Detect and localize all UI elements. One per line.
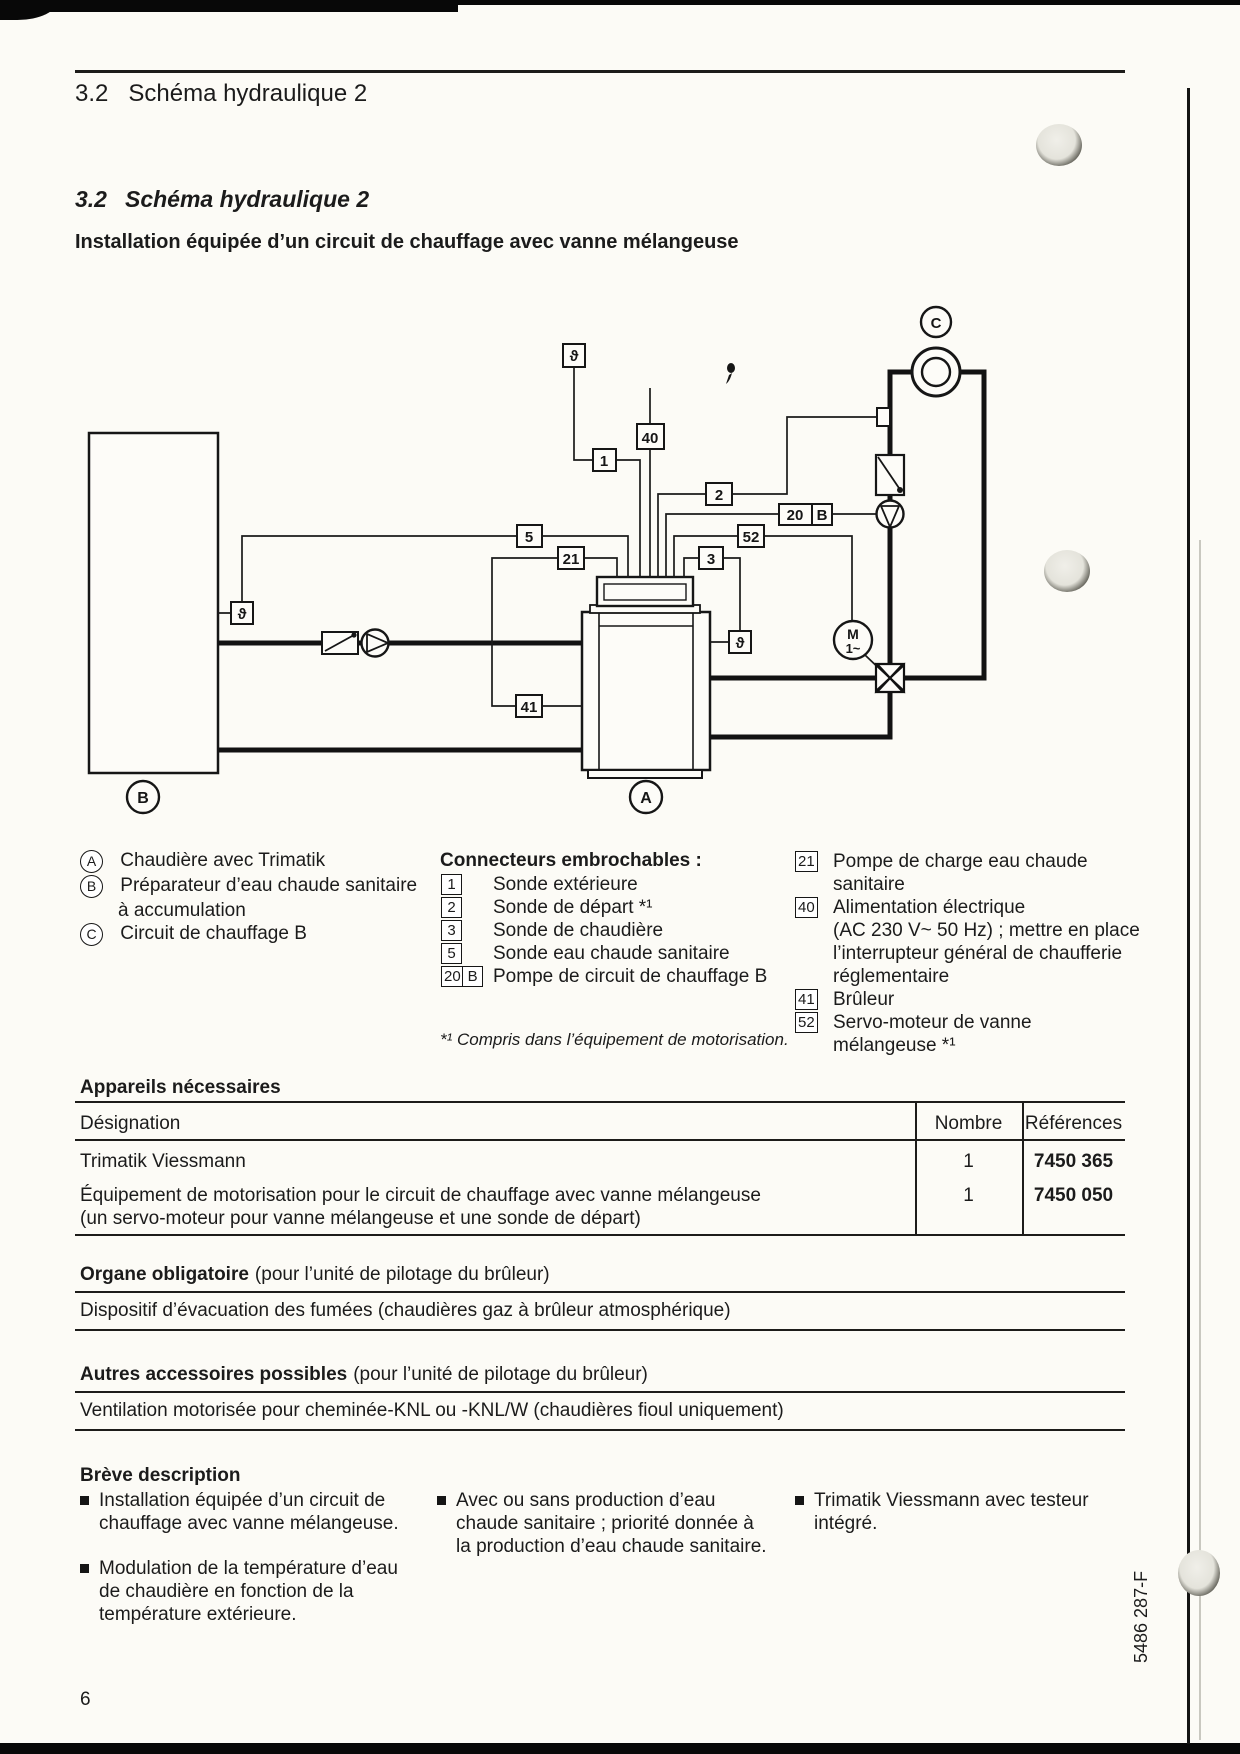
legend-item-c: C Circuit de chauffage B: [80, 922, 307, 946]
desc-b3-line1: Avec ou sans production d’eau: [456, 1490, 716, 1511]
connector-text-1: Sonde extérieure: [493, 874, 638, 895]
radiator-icon: [912, 348, 960, 396]
table-header-nombre: Nombre: [934, 1113, 1003, 1134]
legend-41-line1: Brûleur: [833, 989, 895, 1010]
ink-smudge: [726, 363, 735, 384]
section1-body: Dispositif d’évacuation des fumées (chaudières gaz à brûleur atmosphérique): [80, 1300, 731, 1321]
table-row2-designation-line1: Équipement de motorisation pour le circuit de chauffage avec vanne mélangeuse: [80, 1185, 761, 1206]
trimatik-control-hood: [597, 577, 693, 606]
table-row1-reference: 7450 365: [1033, 1151, 1114, 1172]
connector-boxes: [231, 344, 832, 717]
table-vline-1: [915, 1101, 917, 1236]
box-40: 40: [641, 430, 659, 447]
connector-text-5: Sonde eau chaude sanitaire: [493, 943, 730, 964]
pump-icon-tank: [362, 630, 389, 657]
table-row2-nombre: 1: [963, 1185, 974, 1206]
description-title: Brève description: [80, 1465, 241, 1486]
legend-item-a: A Chaudière avec Trimatik: [80, 849, 325, 873]
legend-key-circle-b: B: [80, 875, 103, 898]
box-3: 3: [706, 551, 716, 568]
page-title-text: Schéma hydraulique 2: [128, 80, 368, 107]
table-row2-reference: 7450 050: [1033, 1185, 1114, 1206]
box-2: 2: [714, 487, 724, 504]
legend-item-b: B Préparateur d’eau chaude sanitaire: [80, 874, 417, 898]
svg-text:M: M: [847, 626, 859, 642]
legend-key-41: 41: [795, 989, 818, 1010]
connector-key-1: 1: [441, 874, 462, 895]
box-5: 5: [524, 529, 534, 546]
line-pump-20b: [666, 514, 876, 578]
connector-text-2: Sonde de départ *¹: [493, 897, 653, 918]
box-20: 20: [786, 507, 804, 524]
bullet-2: [80, 1564, 89, 1573]
connector-key-2: 2: [441, 897, 462, 918]
mixing-valve-icon: [876, 664, 904, 692]
desc-b1-line1: Installation équipée d’un circuit de: [99, 1490, 386, 1511]
legend-40-line4: réglementaire: [833, 966, 950, 987]
legend-52-line1: Servo-moteur de vanne: [833, 1012, 1032, 1033]
bullet-4: [795, 1496, 804, 1505]
desc-b3-line2: chaude sanitaire ; priorité donnée à: [456, 1513, 754, 1534]
connector-text-20b: Pompe de circuit de chauffage B: [493, 966, 768, 987]
connector-text-3: Sonde de chaudière: [493, 920, 664, 941]
section-title-number: 3.2: [75, 186, 107, 212]
line-flow-sensor-2: [658, 417, 877, 578]
section1-title: Organe obligatoire (pour l’unité de pilotage du brûleur): [80, 1264, 550, 1285]
connector-key-3: 3: [441, 920, 462, 941]
table-row2-designation-line2: (un servo-moteur pour vanne mélangeuse et une sonde de départ): [80, 1208, 641, 1229]
table-row1-nombre: 1: [963, 1151, 974, 1172]
label-circle-c: C: [930, 315, 942, 332]
section2-rule-top: [75, 1391, 1125, 1393]
desc-b2-line1: Modulation de la température d’eau: [99, 1558, 398, 1579]
legend-52-line2: mélangeuse *¹: [833, 1035, 956, 1056]
desc-b1-line2: chauffage avec vanne mélangeuse.: [99, 1513, 399, 1534]
pump-icon-circuit: [877, 501, 904, 528]
table-rule-top: [75, 1101, 1125, 1103]
desc-b4-line2: intégré.: [814, 1513, 878, 1534]
theta-outdoor: ϑ: [569, 348, 579, 365]
table-header-designation: Désignation: [80, 1113, 181, 1134]
box-1: 1: [599, 453, 609, 470]
filter-symbol: [322, 632, 358, 654]
legend-item-b-line2: à accumulation: [118, 900, 246, 921]
table-rule-header: [75, 1139, 1125, 1141]
legend-40-line3: l’interrupteur général de chaufferie: [833, 943, 1123, 964]
legend-key-52: 52: [795, 1012, 818, 1033]
theta-tank: ϑ: [237, 606, 247, 623]
table-title: Appareils nécessaires: [80, 1077, 281, 1098]
desc-b4-line1: Trimatik Viessmann avec testeur: [814, 1490, 1089, 1511]
legend-21-line1: Pompe de charge eau chaude: [833, 851, 1088, 872]
label-circle-b: B: [137, 790, 149, 807]
connectors-title: Connecteurs embrochables :: [440, 850, 702, 871]
pipe-heating-circuit-loop: [890, 372, 984, 680]
desc-b2-line3: température extérieure.: [99, 1604, 297, 1625]
document-reference: 5486 287-F: [1131, 1570, 1151, 1663]
bullet-1: [80, 1496, 89, 1505]
signal-lines: [218, 367, 887, 706]
box-20-b: B: [816, 507, 828, 524]
section1-rule-bottom: [75, 1329, 1125, 1331]
legend-40-line2: (AC 230 V~ 50 Hz) ; mettre en place: [833, 920, 1140, 941]
servo-motor-icon: [834, 621, 872, 659]
legend-key-circle-c: C: [80, 923, 103, 946]
legend-key-circle-a: A: [80, 850, 103, 873]
legend-key-40: 40: [795, 897, 818, 918]
section2-title: Autres accessoires possibles (pour l’unité de pilotage du brûleur): [80, 1364, 648, 1385]
section2-body: Ventilation motorisée pour cheminée-KNL ou -KNL/W (chaudières fioul uniquement): [80, 1400, 784, 1421]
section2-rule-bottom: [75, 1429, 1125, 1431]
diagram-subtitle: Installation équipée d’un circuit de chauffage avec vanne mélangeuse: [75, 231, 739, 253]
connector-key-20b: 20 B: [441, 966, 483, 987]
desc-b2-line2: de chaudière en fonction de la: [99, 1581, 354, 1602]
page-title-number: 3.2: [75, 80, 109, 107]
legend-21-line2: sanitaire: [833, 874, 905, 895]
box-52: 52: [742, 529, 760, 546]
table-rule-bottom: [75, 1234, 1125, 1236]
connector-key-5: 5: [441, 943, 462, 964]
bullet-3: [437, 1496, 446, 1505]
section1-rule-top: [75, 1291, 1125, 1293]
svg-text:1~: 1~: [845, 641, 861, 656]
connectors-footnote: *¹ Compris dans l’équipement de motorisation.: [440, 1030, 789, 1049]
theta-boiler: ϑ: [735, 635, 745, 652]
pipe-boiler-return: [710, 678, 890, 737]
storage-tank-b: [89, 433, 218, 773]
box-21: 21: [562, 551, 580, 568]
table-header-references: Références: [1024, 1113, 1123, 1134]
section-title-text: Schéma hydraulique 2: [124, 186, 370, 212]
legend-key-21: 21: [795, 851, 818, 872]
flow-sensor-pocket: [877, 408, 890, 426]
valve-body-symbol: [876, 455, 904, 495]
table-row1-designation: Trimatik Viessmann: [80, 1151, 246, 1172]
table-vline-2: [1022, 1101, 1024, 1236]
page-number: 6: [80, 1689, 91, 1710]
desc-b3-line3: la production d’eau chaude sanitaire.: [456, 1536, 767, 1557]
label-circle-a: A: [640, 790, 652, 807]
legend-40-line1: Alimentation électrique: [833, 897, 1026, 918]
boiler-a: [582, 577, 710, 778]
box-41: 41: [520, 699, 538, 716]
